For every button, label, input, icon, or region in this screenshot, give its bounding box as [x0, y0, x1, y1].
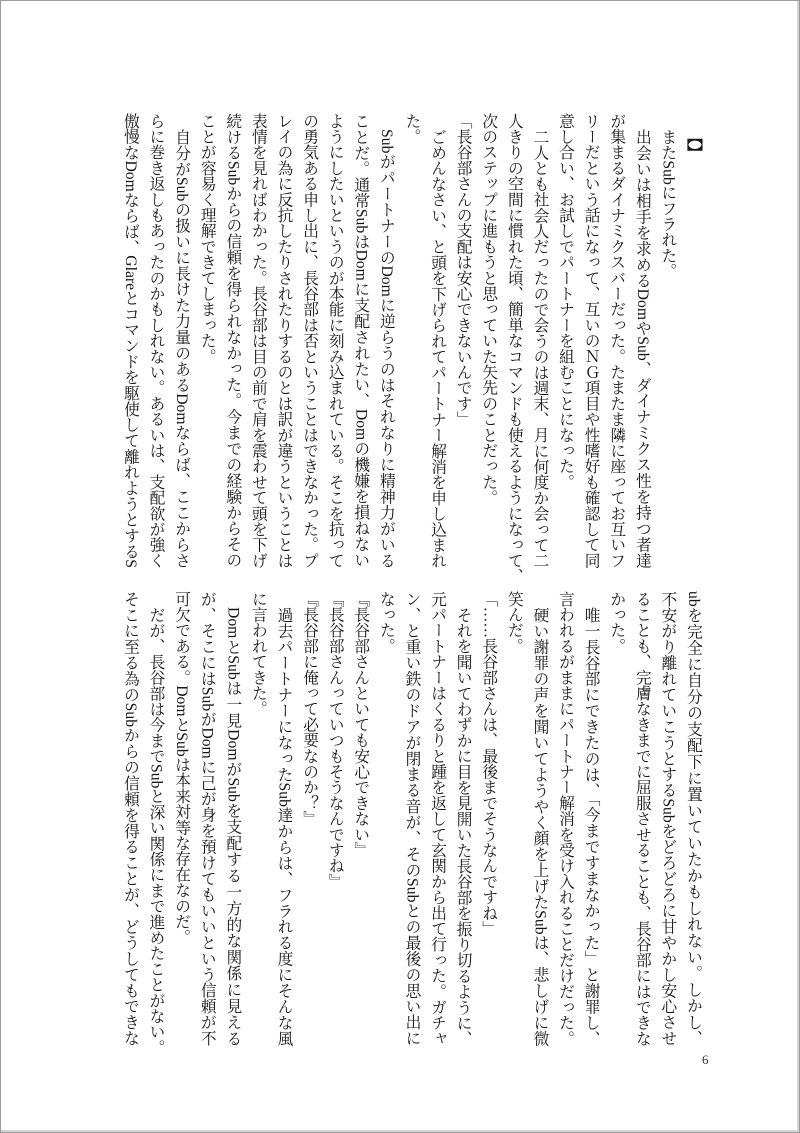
text-line: なった。 — [377, 591, 395, 654]
text-line: 唯一長谷部にできたのは、「今まですまなかった」と謝罪し、 — [582, 606, 600, 1046]
text-line: た。 — [403, 113, 421, 145]
dialogue-line: 『長谷部に俺って必要なのか？』 — [301, 591, 319, 827]
text-line: 笑んだ。 — [505, 591, 523, 654]
text-line: ごめんなさい、と頭を下げられてパートナー解消を申し込まれ — [429, 128, 447, 569]
text-line: レイの為に反抗したりされたりするのとは訳が違うということは — [275, 113, 293, 569]
text-line: 意し合い、お試しでパートナーを組むことになった。 — [557, 113, 575, 490]
text-line: DomとSubは一見DomがSubを支配する一方的な関係に見える — [224, 606, 242, 1046]
text-line: ことが容易く理解できてしまった。 — [198, 113, 216, 365]
text-line: またSubにフラれた。 — [659, 128, 677, 279]
page-number: 6 — [702, 1052, 709, 1067]
text-line: ン、と重い鉄のドアが閉まる音が、そのSubとの最後の思い出に — [403, 591, 421, 1046]
text-line: 自分がSubの扱いに長けた力量のあるDomならば、ここからさ — [173, 128, 191, 568]
dialogue-line: 「……長谷部さんは、最後までそうなんですね」 — [480, 591, 498, 937]
text-line: らに巻き返しもあったのかもしれない。あるいは、支配欲が強く — [147, 113, 165, 569]
lower-text-block — [117, 591, 706, 1055]
text-line: 過去パートナーになったSub達からは、フラれる度にそんな風 — [275, 606, 293, 1046]
dialogue-line: 『長谷部さんといても安心できない』 — [352, 591, 370, 858]
text-line: 硬い謝罪の声を聞いてようやく顔を上げたSubは、悲しげに微 — [531, 606, 549, 1046]
text-line: ようにしたいというのが本能に刻み込まれている。そこを抗って — [326, 113, 344, 569]
section-marker: 【】 — [685, 128, 702, 161]
text-line: 不安がり離れていこうとするSubをどろどろに甘やかし安心させ — [659, 591, 677, 1046]
text-line: 可欠である。DomとSubは本来対等な存在なのだ。 — [173, 591, 191, 946]
text-line: が集まるダイナミクスバーだった。たまたま隣に座ってお互いフ — [608, 113, 626, 569]
text-line: SubがパートナーのDomに逆らうのはそれなりに精神力がいる — [377, 128, 395, 568]
text-line: に言われてきた。 — [249, 591, 267, 717]
text-line: 続けるSubからの信頼を得られなかった。今までの経験からその — [224, 113, 242, 568]
text-line: 次のステップに進もうと思っていた矢先のことだった。 — [480, 113, 498, 506]
text-line: ることも、完膚なきまでに屈服させることも、長谷部にはできな — [633, 591, 651, 1047]
text-line: 出会いは相手を求めるDomやSub、ダイナミクス性を持つ者達 — [633, 128, 651, 568]
dialogue-line: 「長谷部さんの支配は安心できないんです」 — [454, 113, 472, 427]
text-line: ubを完全に自分の支配下に置いていたかもしれない。しかし、 — [685, 591, 702, 1046]
text-line: の勇気ある申し出に、長谷部は否ということはできなかった。プ — [301, 113, 319, 569]
text-line: 二人とも社会人だったので会うのは週末、月に何度か会って二 — [531, 128, 549, 569]
text-line: ことだ。通常SubはDomに支配されたい、Domの機嫌を損ねない — [352, 113, 370, 568]
text-line: だが、長谷部は今までSubと深い関係にまで進めたことがない。 — [147, 606, 165, 1055]
dialogue-line: 『長谷部さんっていつもそうなんですね』 — [326, 591, 344, 890]
upper-text-block — [117, 113, 706, 584]
text-line: 傲慢なDomならば、Glareとコマンドを駆使して離れようとするS — [121, 113, 139, 568]
text-line: かった。 — [608, 591, 626, 654]
text-line: 表情を見ればわかった。長谷部は目の前で肩を震わせて頭を下げ — [249, 113, 267, 569]
text-line: 元パートナーはくるりと踵を返して玄関から出て行った。ガチャ — [429, 591, 447, 1047]
text-line: が、そこにはSubがDomに己が身を預けてもいいという信頼が不 — [198, 591, 216, 1046]
text-line: リーだという話になって、互いのＮＧ項目や性嗜好も確認して同 — [582, 113, 600, 569]
text-line: 人きりの空間に慣れた頃、簡単なコマンドも使えるようになって、 — [505, 113, 523, 584]
text-line: それを聞いてわずかに目を見開いた長谷部を振り切るように、 — [454, 606, 472, 1047]
text-line: 言われるがままにパートナー解消を受け入れることだけだった。 — [557, 591, 575, 1047]
text-line: そこに至る為のSubからの信頼を得ることが、どうしてもできな — [121, 591, 139, 1046]
